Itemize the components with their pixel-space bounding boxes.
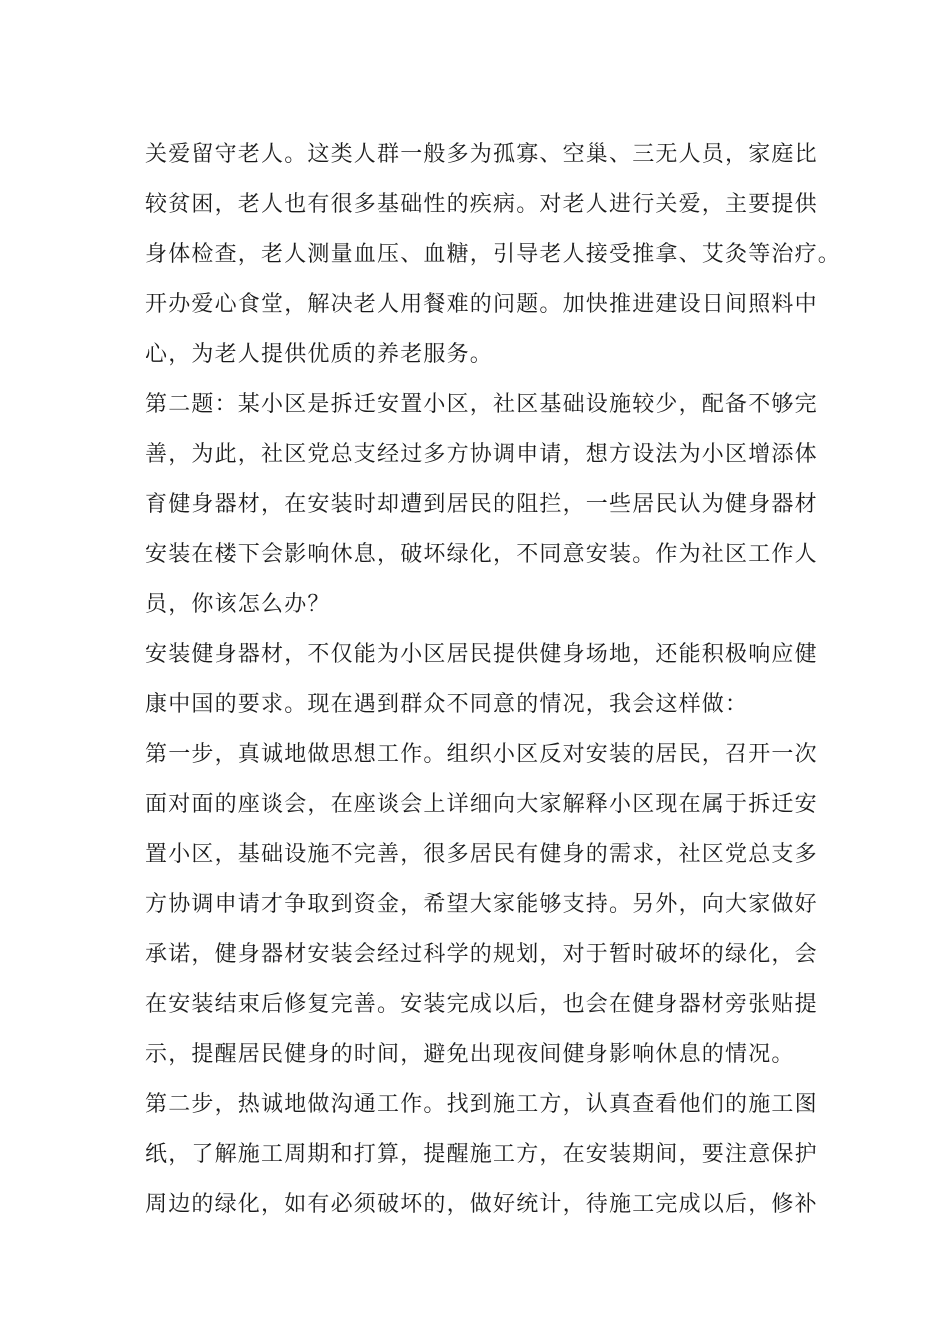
text-line: 安装健身器材，不仅能为小区居民提供健身场地，还能积极响应健 bbox=[145, 642, 818, 667]
text-line: 承诺，健身器材安装会经过科学的规划，对于暂时破坏的绿化，会 bbox=[145, 942, 818, 967]
text-line: 面对面的座谈会，在座谈会上详细向大家解释小区现在属于拆迁安 bbox=[145, 792, 818, 817]
step-two-line: 第二步，热诚地做沟通工作。找到施工方，认真查看他们的施工图 bbox=[145, 1092, 818, 1117]
text-line: 较贫困，老人也有很多基础性的疾病。对老人进行关爱，主要提供 bbox=[145, 192, 818, 217]
text-line: 周边的绿化，如有必须破坏的，做好统计，待施工完成以后，修补 bbox=[145, 1192, 818, 1217]
text-line: 纸，了解施工周期和打算，提醒施工方，在安装期间，要注意保护 bbox=[145, 1142, 818, 1167]
text-line: 善，为此，社区党总支经过多方协调申请，想方设法为小区增添体 bbox=[145, 442, 818, 467]
text-line: 示，提醒居民健身的时间，避免出现夜间健身影响休息的情况。 bbox=[145, 1042, 795, 1067]
text-line: 心，为老人提供优质的养老服务。 bbox=[145, 342, 494, 367]
text-line: 育健身器材，在安装时却遭到居民的阻拦，一些居民认为健身器材 bbox=[145, 492, 818, 517]
text-line: 身体检查，老人测量血压、血糖，引导老人接受推拿、艾灸等治疗。 bbox=[145, 242, 842, 267]
step-one-line: 第一步，真诚地做思想工作。组织小区反对安装的居民，召开一次 bbox=[145, 742, 818, 767]
text-line: 员，你该怎么办？ bbox=[145, 592, 331, 617]
question-heading-line: 第二题：某小区是拆迁安置小区，社区基础设施较少，配备不够完 bbox=[145, 392, 818, 417]
text-line: 安装在楼下会影响休息，破坏绿化，不同意安装。作为社区工作人 bbox=[145, 542, 818, 567]
text-line: 置小区，基础设施不完善，很多居民有健身的需求，社区党总支多 bbox=[145, 842, 818, 867]
text-line: 康中国的要求。现在遇到群众不同意的情况，我会这样做： bbox=[145, 692, 749, 717]
text-line: 关爱留守老人。这类人群一般多为孤寡、空巢、三无人员，家庭比 bbox=[145, 142, 818, 167]
text-line: 开办爱心食堂，解决老人用餐难的问题。加快推进建设日间照料中 bbox=[145, 292, 818, 317]
text-line: 方协调申请才争取到资金，希望大家能够支持。另外，向大家做好 bbox=[145, 892, 818, 917]
text-line: 在安装结束后修复完善。安装完成以后，也会在健身器材旁张贴提 bbox=[145, 992, 818, 1017]
document-body bbox=[145, 130, 842, 1230]
